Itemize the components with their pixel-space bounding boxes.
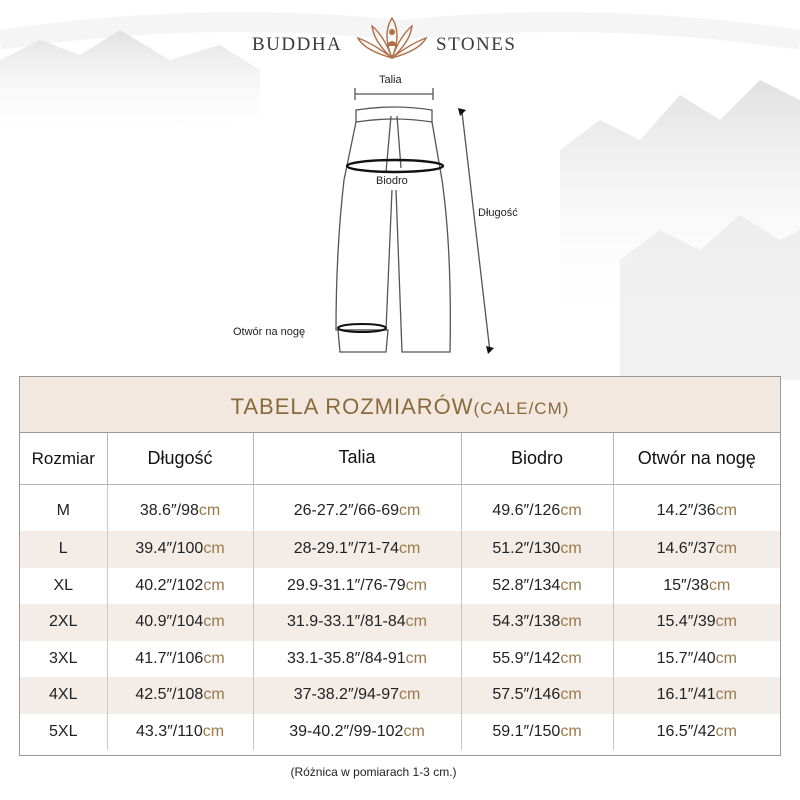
- leg-opening-label: Otwór na nogę: [233, 326, 306, 338]
- size-cell: 5XL: [20, 714, 107, 751]
- size-cell: 4XL: [20, 677, 107, 714]
- hip-cell: 59.1″/150cm: [461, 714, 613, 751]
- header-length: Długość: [107, 433, 253, 485]
- waist-label: Talia: [379, 74, 402, 86]
- table-header-row: [20, 433, 780, 485]
- table-row: [20, 568, 780, 605]
- hip-cell: 52.8″/134cm: [461, 568, 613, 605]
- table-row: [20, 485, 780, 532]
- leg-cell: 16.1″/41cm: [613, 677, 780, 714]
- leg-cell: 14.2″/36cm: [656, 502, 737, 519]
- hip-cell: 57.5″/146cm: [461, 677, 613, 714]
- brand-name-left: BUDDHA: [252, 34, 343, 55]
- size-cell: L: [20, 531, 107, 568]
- pants-diagram: [0, 60, 800, 370]
- length-cell: 41.7″/106cm: [107, 641, 253, 678]
- header-hip: Biodro: [461, 433, 613, 485]
- size-chart: [19, 376, 781, 756]
- table-row: [20, 641, 780, 678]
- length-cell: 42.5″/108cm: [107, 677, 253, 714]
- size-cell: XL: [20, 568, 107, 605]
- size-chart-title-text: TABELA ROZMIARÓW: [230, 394, 474, 419]
- header-size: Rozmiar: [20, 433, 107, 485]
- table-row: [20, 604, 780, 641]
- length-cell: 43.3″/110cm: [107, 714, 253, 751]
- waist-cell: 33.1-35.8″/84-91cm: [253, 641, 461, 678]
- hip-cell: 54.3″/138cm: [461, 604, 613, 641]
- hip-cell: 51.2″/130cm: [461, 531, 613, 568]
- length-cell: 39.4″/100cm: [107, 531, 253, 568]
- hip-cell: 49.6″/126cm: [461, 485, 613, 532]
- size-cell: 3XL: [20, 641, 107, 678]
- table-row: [20, 677, 780, 714]
- waist-cell: 26-27.2″/66-69cm: [253, 485, 461, 532]
- pants-illustration: [0, 60, 800, 370]
- leg-cell: 15″/38cm: [663, 576, 731, 594]
- waist-cell: 29.9-31.1″/76-79cm: [253, 568, 461, 605]
- leg-cell: 15.7″/40cm: [656, 649, 737, 667]
- hip-cell: 55.9″/142cm: [461, 641, 613, 678]
- size-cell: 2XL: [20, 604, 107, 641]
- leg-cell: 16.5″/42cm: [656, 722, 737, 740]
- size-chart-title-units: (CALE/CM): [473, 399, 570, 418]
- size-table: [20, 433, 780, 750]
- length-cell: 40.2″/102cm: [107, 568, 253, 605]
- waist-cell: 37-38.2″/94-97cm: [253, 677, 461, 714]
- table-row: [20, 714, 780, 751]
- table-row: [20, 531, 780, 568]
- hip-label: Biodro: [376, 175, 408, 187]
- waist-cell: 31.9-33.1″/81-84cm: [253, 604, 461, 641]
- lotus-meditation-logo-icon: [352, 12, 432, 64]
- leg-cell: 14.6″/37cm: [613, 531, 780, 568]
- size-chart-title: [20, 377, 780, 433]
- measurement-note: (Różnica w pomiarach 1-3 cm.): [290, 765, 457, 779]
- waist-cell: 39-40.2″/99-102cm: [253, 714, 461, 751]
- brand-name-right: STONES: [436, 34, 517, 55]
- waist-cell: 28-29.1″/71-74cm: [253, 531, 461, 568]
- length-label: Długość: [478, 207, 518, 219]
- length-cell: 38.6″/98cm: [107, 485, 253, 532]
- header-leg-opening: Otwór na nogę: [613, 433, 780, 485]
- size-cell: M: [20, 485, 107, 532]
- header-waist: Talia: [253, 433, 461, 485]
- leg-cell: 15.4″/39cm: [613, 604, 780, 641]
- length-cell: 40.9″/104cm: [107, 604, 253, 641]
